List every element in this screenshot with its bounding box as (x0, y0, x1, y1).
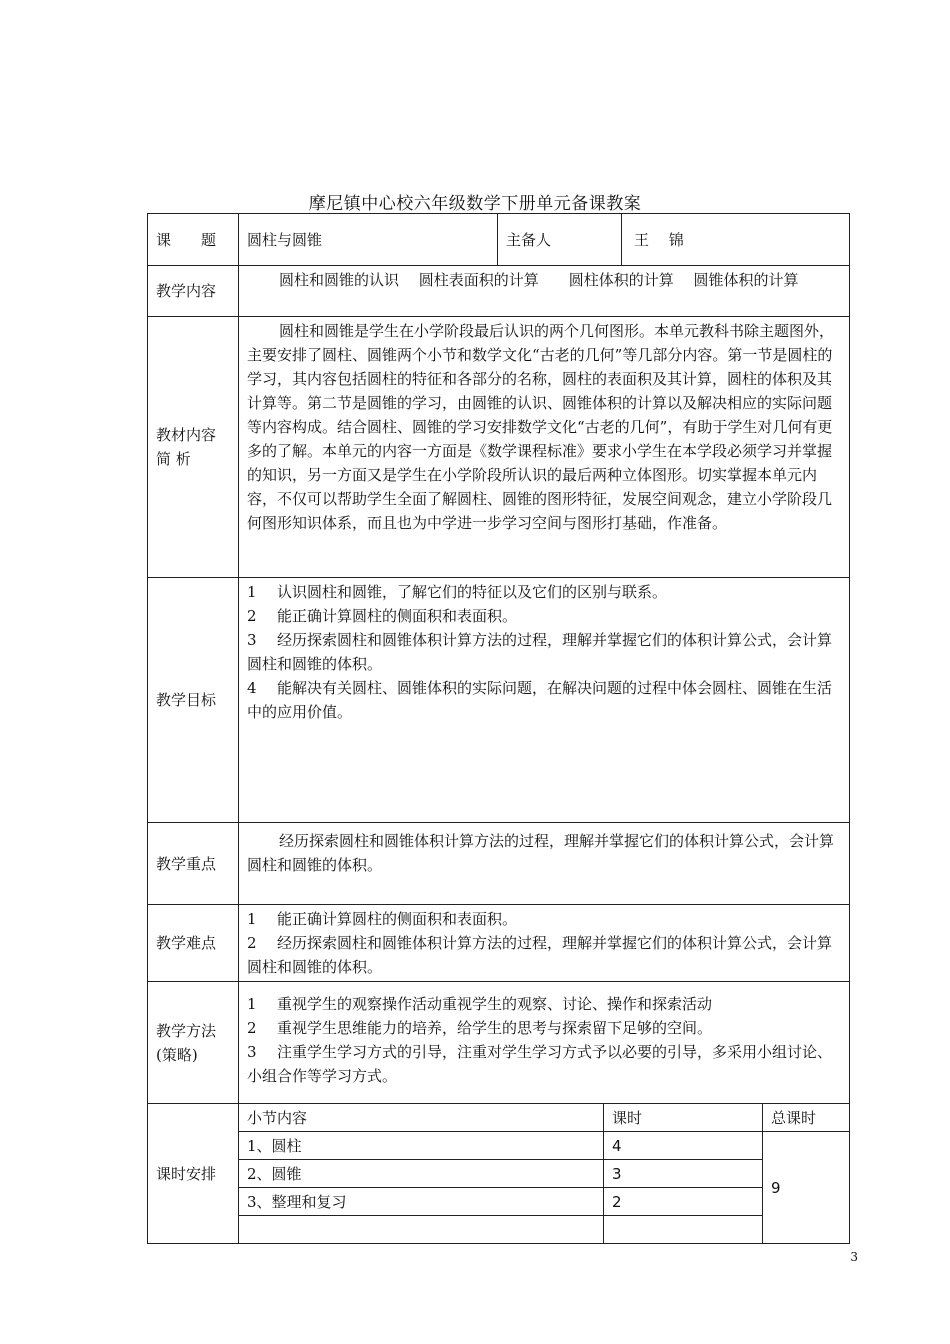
objective-item: 4 能解决有关圆柱、圆锥体积的实际问题，在解决问题的过程中体会圆柱、圆锥在生活中的应用价值。 (247, 679, 833, 721)
objective-item: 2 能正确计算圆柱的侧面积和表面积。 (247, 607, 518, 625)
schedule-hours-3: 2 (603, 1187, 763, 1216)
teaching-content-cell (238, 265, 850, 317)
methods-cell (238, 981, 850, 1104)
methods-label-2: (策略) (156, 1045, 198, 1064)
schedule-total: 9 (771, 1178, 781, 1197)
schedule-hours-1: 4 (603, 1131, 763, 1160)
difficulty-item: 2 经历探索圆柱和圆锥体积计算方法的过程，理解并掌握它们的体积计算公式，会计算圆柱和圆锥的体积。 (247, 934, 833, 976)
method-item: 1 重视学生的观察操作活动重视学生的观察、讨论、操作和探索活动 (247, 995, 713, 1013)
objectives-cell (238, 577, 850, 823)
page-title: 摩尼镇中心校六年级数学下册单元备课教案 (308, 194, 642, 214)
methods-label-cell (147, 981, 239, 1104)
material-analysis-label-2: 简 析 (156, 450, 191, 468)
difficulties-label-cell (147, 904, 239, 982)
method-item: 3 注重学生学习方式的引导，注重对学生学习方式予以必要的引导，多采用小组讨论、小组合作等学习方式。 (247, 1043, 833, 1085)
objectives-label: 教学目标 (156, 691, 217, 709)
key-points-cell (238, 822, 850, 905)
schedule-section-3: 3、整理和复习 (238, 1187, 604, 1216)
topic-value-cell (238, 213, 498, 266)
schedule-section-2: 2、圆锥 (238, 1159, 604, 1188)
objective-item: 3 经历探索圆柱和圆锥体积计算方法的过程，理解并掌握它们的体积计算公式，会计算圆柱和圆锥的体积。 (247, 631, 833, 673)
method-item: 2 重视学生思维能力的培养，给学生的思考与探索留下足够的空间。 (247, 1019, 713, 1037)
topic-label: 课 题 (156, 230, 217, 249)
difficulties-label: 教学难点 (156, 934, 217, 952)
material-analysis-text: 圆柱和圆锥是学生在小学阶段最后认识的两个几何图形。本单元教科书除主题图外，主要安排了圆柱、圆锥两个小节和数学文化“古老的几何”等几部分内容。第一节是圆柱的学习，其内容包括圆柱的特征和各部分的名称，圆柱的表面积及其计算，圆柱的体积及其计算等。第二节是圆锥的学习，由圆锥的认识、圆锥体积的计算以及解决相应的实际问题等内容构成。结合圆柱、圆锥的学习安排数学文化“古老的几何”，有助于学生对几何有更多的了解。本单元的内容一方面是《数学课程标准》要求小学生在本学段必须学习并掌握的知识，另一方面又是学生在小学阶段所认识的最后两种立体图形。切实掌握本单元内容，不仅可以帮助学生全面了解圆柱、圆锥的图形特征，发展空间观念，建立小学阶段几何图形知识体系，而且也为中学进一步学习空间与图形打基础，作准备。 (247, 322, 835, 532)
difficulty-item: 1 能正确计算圆柱的侧面积和表面积。 (247, 910, 518, 928)
objective-item: 1 认识圆柱和圆锥，了解它们的特征以及它们的区别与联系。 (247, 583, 668, 601)
schedule-total-cell (762, 1131, 850, 1244)
preparer-label: 主备人 (506, 230, 552, 249)
material-analysis-label-cell (147, 316, 239, 578)
preparer-value-cell (621, 213, 850, 266)
schedule-label: 课时安排 (156, 1164, 217, 1183)
teaching-content-text: 圆柱和圆锥的认识 圆柱表面积的计算 圆柱体积的计算 圆锥体积的计算 (279, 271, 799, 289)
schedule-header-hours: 课时 (603, 1103, 763, 1132)
key-points-label: 教学重点 (156, 854, 217, 873)
schedule-hours-2: 3 (603, 1159, 763, 1188)
topic-value: 圆柱与圆锥 (247, 230, 323, 249)
objectives-label-cell (147, 577, 239, 823)
key-points-label-cell (147, 822, 239, 905)
material-analysis-label-1: 教材内容 (156, 426, 217, 444)
difficulties-cell (238, 904, 850, 982)
schedule-section-1: 1、圆柱 (238, 1131, 604, 1160)
preparer-label-cell (497, 213, 622, 266)
key-points-text: 经历探索圆柱和圆锥体积计算方法的过程，理解并掌握它们的体积计算公式，会计算圆柱和圆锥的体积。 (247, 832, 835, 874)
topic-label-cell (147, 213, 239, 266)
schedule-section-empty (238, 1215, 604, 1244)
methods-label-1: 教学方法 (156, 1021, 217, 1040)
schedule-hours-empty (603, 1215, 763, 1244)
material-analysis-cell (238, 316, 850, 578)
schedule-label-cell (147, 1103, 239, 1244)
schedule-header-total: 总课时 (762, 1103, 850, 1132)
schedule-header-section: 小节内容 (238, 1103, 604, 1132)
preparer-value: 王 锦 (634, 230, 684, 249)
teaching-content-label: 教学内容 (156, 282, 217, 300)
teaching-content-label-cell (147, 265, 239, 317)
page-number: 3 (850, 1250, 858, 1264)
